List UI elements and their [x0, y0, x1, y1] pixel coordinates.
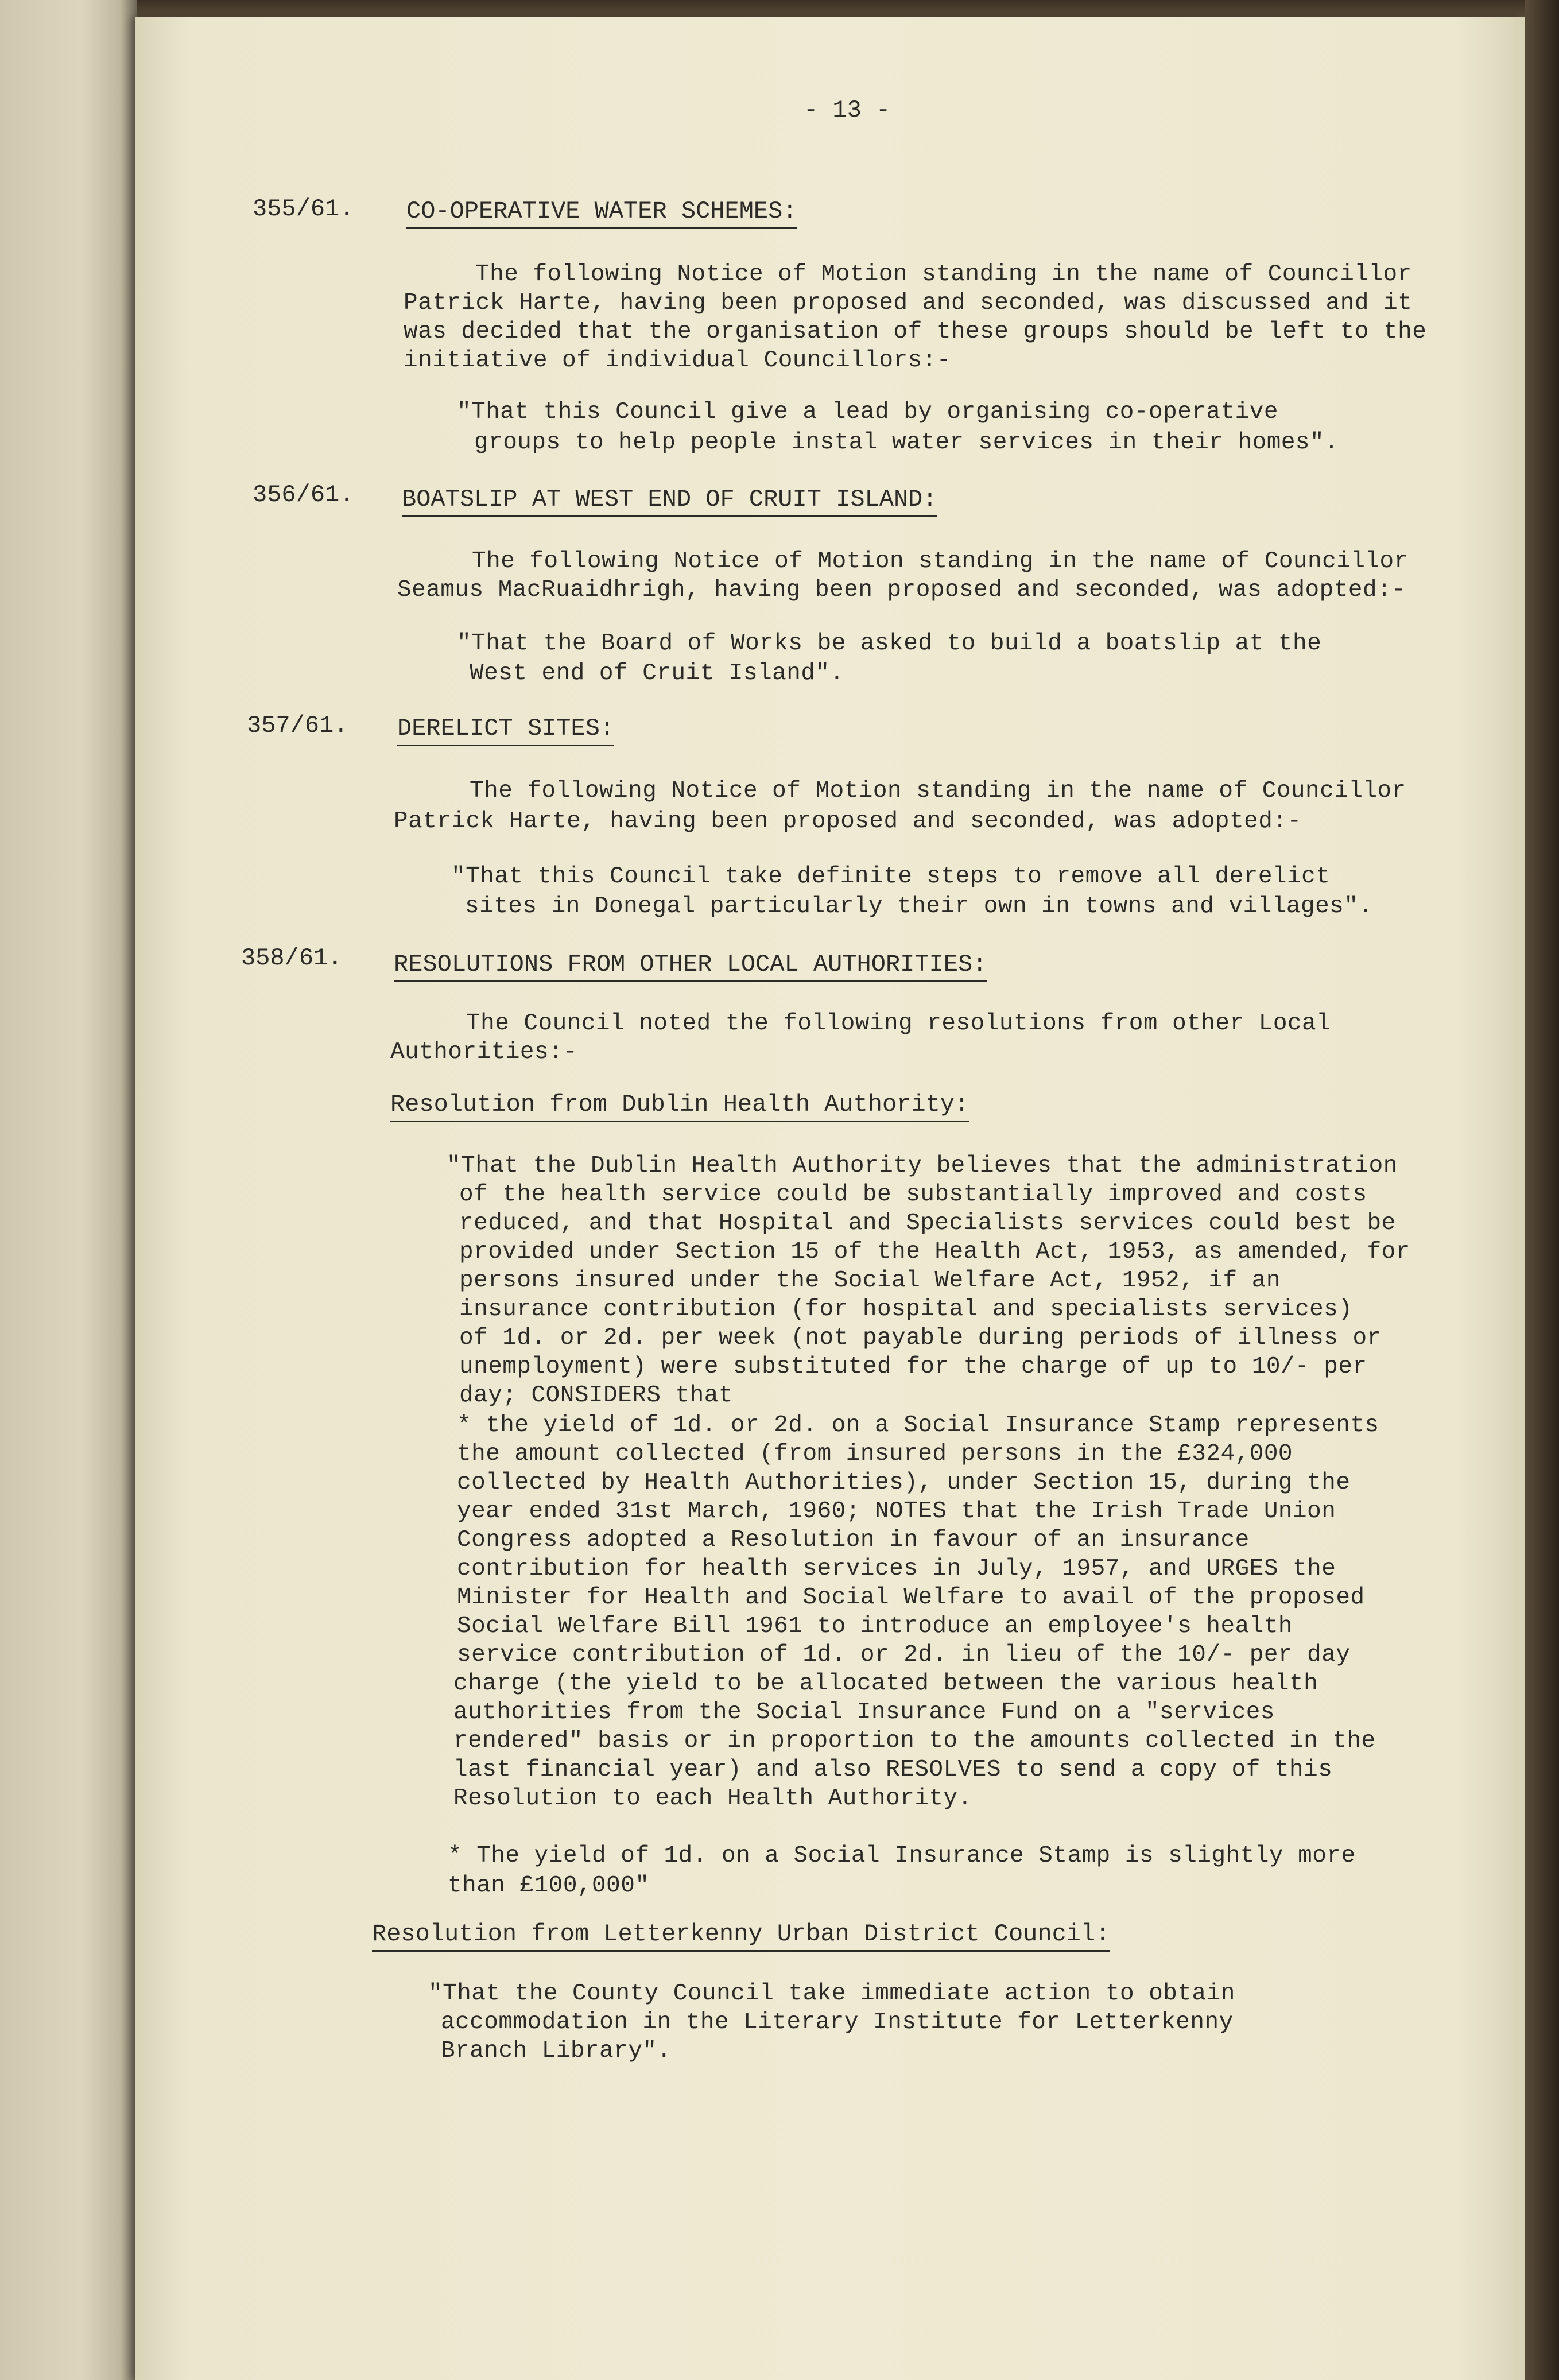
quote-line: "That this Council give a lead by organising co-operative: [457, 399, 1278, 425]
resolution-line: * the yield of 1d. or 2d. on a Social Insurance Stamp represents: [457, 1412, 1379, 1439]
quote-line: "That this Council take definite steps to remove all derelict: [451, 863, 1331, 890]
resolution-line: Resolution to each Health Authority.: [453, 1785, 972, 1812]
item-heading: CO-OPERATIVE WATER SCHEMES:: [406, 197, 797, 229]
body-line: Patrick Harte, having been proposed and seconded, was discussed and it: [404, 290, 1413, 316]
body-line: The following Notice of Motion standing in the name of Councillor: [475, 261, 1412, 288]
item-number: 357/61.: [247, 712, 348, 739]
resolution-line: provided under Section 15 of the Health Act, 1953, as amended, for: [459, 1239, 1410, 1265]
resolution-line: of the health service could be substantially improved and costs: [459, 1181, 1367, 1208]
resolution-line: day; CONSIDERS that: [459, 1382, 733, 1409]
body-line: Patrick Harte, having been proposed and seconded, was adopted:-: [394, 808, 1302, 835]
body-line: was decided that the organisation of these groups should be left to the: [404, 319, 1427, 345]
resolution-line: persons insured under the Social Welfare Act, 1952, if an: [459, 1267, 1281, 1294]
body-line: The following Notice of Motion standing in the name of Councillor: [470, 778, 1406, 804]
body-line: initiative of individual Councillors:-: [404, 347, 951, 374]
resolution-line: Congress adopted a Resolution in favour of an insurance: [457, 1527, 1250, 1553]
resolution-line: "That the County Council take immediate action to obtain: [428, 1980, 1235, 2007]
resolution-line: reduced, and that Hospital and Specialists services could best be: [459, 1210, 1396, 1236]
body-line: Authorities:-: [390, 1039, 578, 1065]
resolution-line: charge (the yield to be allocated between the various health: [453, 1670, 1318, 1697]
resolution-line: the amount collected (from insured persons in the £324,000: [457, 1441, 1293, 1467]
resolution-line: year ended 31st March, 1960; NOTES that the Irish Trade Union: [457, 1498, 1336, 1525]
quote-line: sites in Donegal particularly their own in towns and villages".: [465, 893, 1373, 920]
resolution-line: contribution for health services in July, 1957, and URGES the: [457, 1556, 1336, 1582]
resolution-heading: Resolution from Letterkenny Urban District Council:: [372, 1920, 1110, 1952]
body-line: Seamus MacRuaidhrigh, having been proposed and seconded, was adopted:-: [397, 577, 1406, 603]
resolution-line: service contribution of 1d. or 2d. in lieu of the 10/- per day: [457, 1642, 1351, 1668]
resolution-line: accommodation in the Literary Institute for Letterkenny: [441, 2009, 1234, 2036]
body-line: The following Notice of Motion standing in the name of Councillor: [472, 548, 1409, 575]
quote-line: "That the Board of Works be asked to build a boatslip at the: [457, 630, 1322, 657]
item-heading: DERELICT SITES:: [397, 715, 614, 746]
quote-line: West end of Cruit Island".: [470, 660, 844, 687]
book-spine: [0, 0, 137, 2380]
book-right-edge: [1525, 0, 1559, 2380]
item-number: 356/61.: [253, 481, 354, 509]
resolution-line: Social Welfare Bill 1961 to introduce an employee's health: [457, 1613, 1293, 1639]
footnote-line: * The yield of 1d. on a Social Insurance Stamp is slightly more: [448, 1843, 1356, 1869]
quote-line: groups to help people instal water services in their homes".: [474, 429, 1339, 456]
resolution-line: rendered" basis or in proportion to the amounts collected in the: [453, 1728, 1376, 1754]
footnote-line: than £100,000": [448, 1873, 650, 1899]
resolution-line: last financial year) and also RESOLVES to send a copy of this: [453, 1757, 1333, 1783]
resolution-line: collected by Health Authorities), under Section 15, during the: [457, 1470, 1351, 1496]
item-number: 355/61.: [253, 195, 354, 223]
resolution-line: Minister for Health and Social Welfare to avail of the proposed: [457, 1584, 1365, 1611]
resolution-line: of 1d. or 2d. per week (not payable during periods of illness or: [459, 1325, 1382, 1351]
item-number: 358/61.: [241, 944, 343, 972]
resolution-heading: Resolution from Dublin Health Authority:: [390, 1091, 969, 1122]
resolution-line: unemployment) were substituted for the charge of up to 10/- per: [459, 1354, 1367, 1380]
item-heading: RESOLUTIONS FROM OTHER LOCAL AUTHORITIES:: [394, 951, 987, 982]
resolution-line: insurance contribution (for hospital and specialists services): [459, 1296, 1353, 1323]
resolution-line: "That the Dublin Health Authority believes that the administration: [447, 1153, 1398, 1179]
page-number: - 13 -: [804, 96, 891, 124]
resolution-line: Branch Library".: [441, 2038, 672, 2064]
resolution-line: authorities from the Social Insurance Fund on a "services: [453, 1699, 1275, 1726]
book-top-edge: [0, 0, 1559, 17]
item-heading: BOATSLIP AT WEST END OF CRUIT ISLAND:: [402, 486, 937, 517]
body-line: The Council noted the following resolutions from other Local: [466, 1010, 1331, 1037]
